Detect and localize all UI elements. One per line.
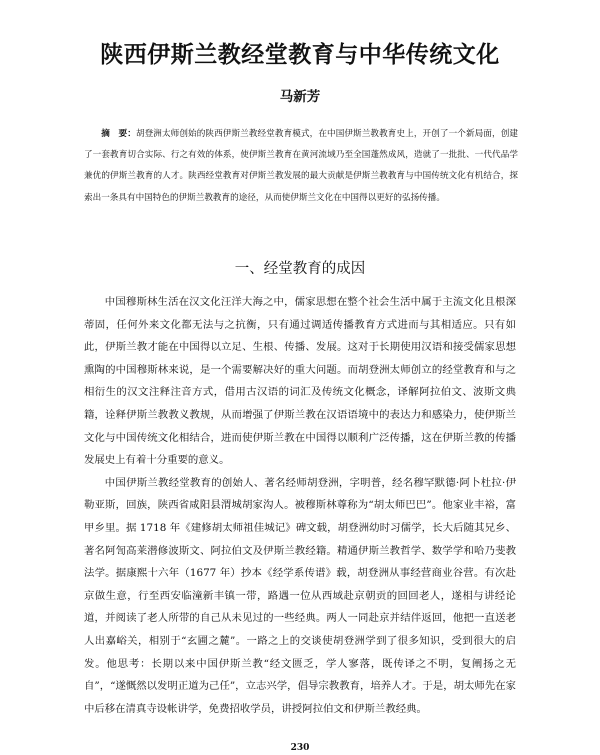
body-paragraph: 中国穆斯林生活在汉文化汪洋大海之中，儒家思想在整个社会生活中属于主流文化且根深蒂固，任何外来文化都无法与之抗衡，只有通过调适传播教育方式进而与其相适应。只有如此，伊斯兰教才能在中国得以立足、生根、传播、发展。这对于长期使用汉语和接受儒家思想熏陶的中国穆斯林来说，是一个需要解决好的重大问题。而胡登洲太师创立的经堂教育和与之相衍生的汉文注释注音方式，借用古汉语的词汇及传统文化概念，译解阿拉伯文、波斯文典籍，诠释伊斯兰教教义教规，从而增强了伊斯兰教在汉语语境中的表达力和感染力，使伊斯兰文化与中国传统文化相结合，进而使伊斯兰教在中国得以顺利广泛传播，这在伊斯兰教的传播发展史上有着十分重要的意义。: [84, 296, 516, 467]
body-paragraph: 中国伊斯兰教经堂教育的创始人、著名经师胡登洲，字明普，经名穆罕默德·阿卜杜拉·伊勒亚斯，回族，陕西省咸阳县渭城胡家沟人。被穆斯林尊称为“胡太师巴巴”。他家业丰裕，富甲乡里。据 1718 年《建修胡太师祖佳城记》碑文载，胡登洲幼时习儒学，长大后随其兄乡、著名阿訇高莱潜修波斯文、阿拉伯文及伊斯兰教经籍。精通伊斯兰教哲学、数学学和哈乃斐教法学。据康熙十六年（1677 年）抄本《经学系传谱》载，胡登洲从事经营商业谷营。有次赴京做生意，行至西安临潼新丰镇一带，路遇一位从西域赴京朝贡的回回老人，遂相与讲经论道，并阅读了老人所带的自己从未见过的一些经典。两人一同赴京并结伴返回，他把一直送老人出嘉峪关，相别于“玄圃之麓”。一路之上的交谈使胡登洲学到了很多知识，受到很大的启发。他思考：长期以来中国伊斯兰教“经文匮乏，学人寥落，既传译之不明，复阐扬之无自”，“遂慨然以发明正道为己任”，立志兴学，倡导宗教教育，培养人才。于是，胡太师先在家中后移在清真寺设帐讲学，免费招收学员，讲授阿拉伯文和伊斯兰教经典。: [84, 476, 516, 715]
abstract: [84, 124, 518, 209]
abstract-text: 胡登洲太师创始的陕西伊斯兰教经堂教育模式，在中国伊斯兰教教育史上，开创了一个新局面，创建了一套教育切合实际、行之有效的体系，使伊斯兰教育在黄河流域乃至全国蓬然成风，造就了一批批、一代代品学兼优的伊斯兰教育的人才。陕西经堂教育对伊斯兰教发展的最大贡献是伊斯兰教教育与中国传统文化有机结合，探索出一条具有中国特色的伊斯兰教教育的途径，从而使伊斯兰文化在中国得以更好的弘扬传播。: [84, 129, 518, 203]
paper-title: 陕西伊斯兰教经堂教育与中华传统文化: [100, 42, 500, 68]
section-heading: 一、经堂教育的成因: [234, 261, 366, 277]
abstract-label: 摘 要：: [101, 129, 136, 139]
page-number: 230: [290, 743, 310, 753]
body-text: [84, 291, 516, 720]
paper-author: 马新芳: [279, 89, 321, 105]
